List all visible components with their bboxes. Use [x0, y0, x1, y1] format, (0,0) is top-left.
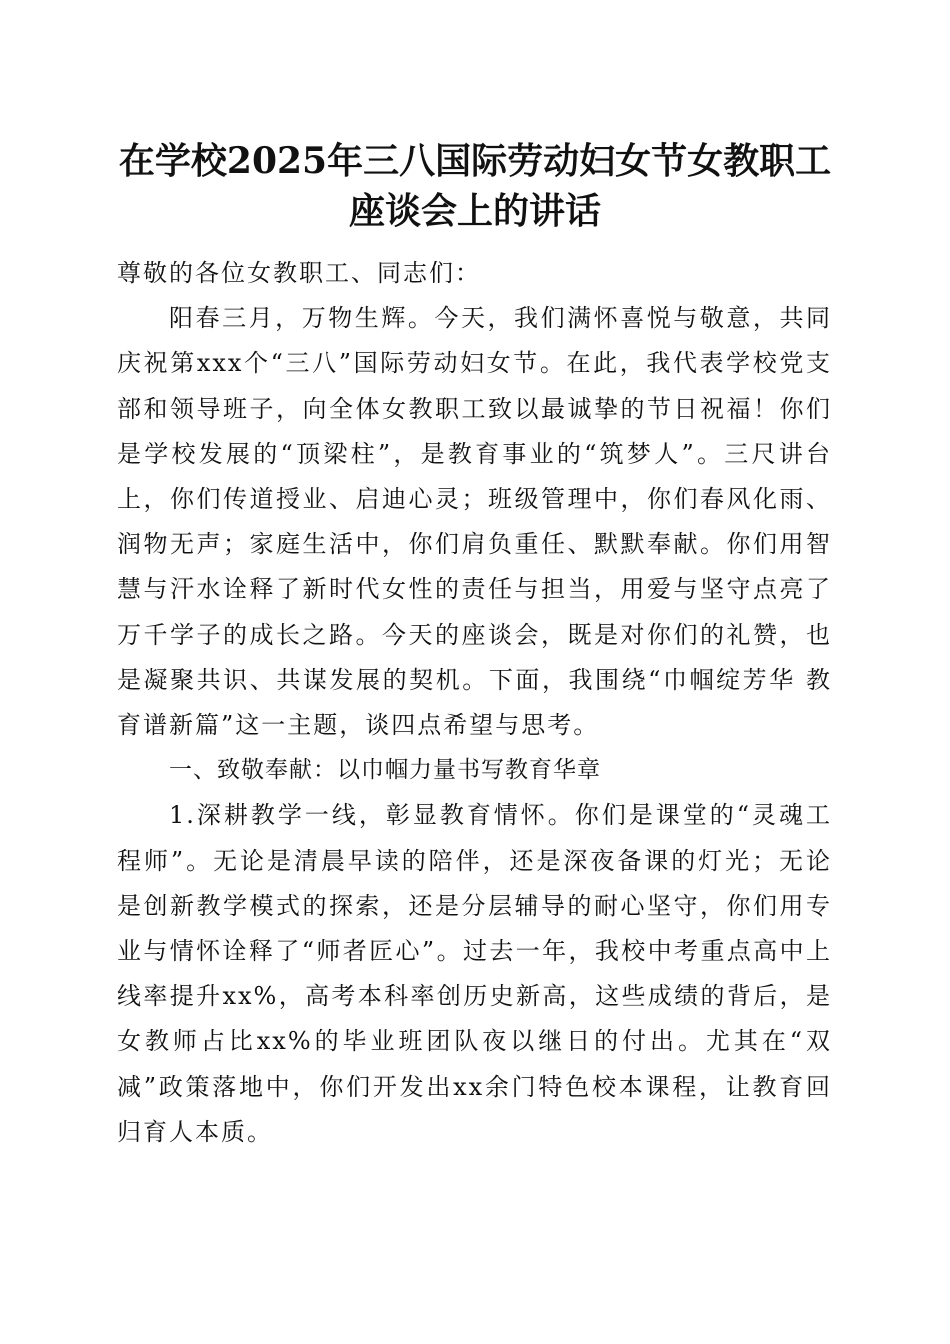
paragraph-section-1-item-1: 1.深耕教学一线，彰显教育情怀。你们是课堂的“灵魂工程师”。无论是清晨早读的陪伴，还是深夜备课的灯光；无论是创新教学模式的探索，还是分层辅导的耐心坚守，你们用专业与情怀诠释了“师者匠心”。过去一年，我校中考重点高中上线率提升xx%，高考本科率创历史新高，这些成绩的背后，是女教师占比xx%的毕业班团队夜以继日的付出。尤其在“双减”政策落地中，你们开发出xx余门特色校本课程，让教育回归育人本质。: [117, 801, 832, 1146]
title-line-2: 座谈会上的讲话: [348, 190, 601, 232]
document-title: [100, 136, 850, 236]
salutation: 尊敬的各位女教职工、同志们：: [117, 259, 481, 287]
document-body: [117, 251, 832, 1155]
title-line-1: 在学校2025年三八国际劳动妇女节女教职工: [118, 140, 832, 182]
section-heading-1: 一、致敬奉献：以巾帼力量书写教育华章: [169, 757, 601, 784]
paragraph-opening: 阳春三月，万物生辉。今天，我们满怀喜悦与敬意，共同庆祝第xxx个“三八”国际劳动妇女节。在此，我代表学校党支部和领导班子，向全体女教职工致以最诚挚的节日祝福！你们是学校发展的“顶梁柱”，是教育事业的“筑梦人”。三尺讲台上，你们传道授业、启迪心灵；班级管理中，你们春风化雨、润物无声；家庭生活中，你们肩负重任、默默奉献。你们用智慧与汗水诠释了新时代女性的责任与担当，用爱与坚守点亮了万千学子的成长之路。今天的座谈会，既是对你们的礼赞，也是凝聚共识、共谋发展的契机。下面，我围绕“巾帼绽芳华 教育谱新篇”这一主题，谈四点希望与思考。: [117, 304, 832, 740]
